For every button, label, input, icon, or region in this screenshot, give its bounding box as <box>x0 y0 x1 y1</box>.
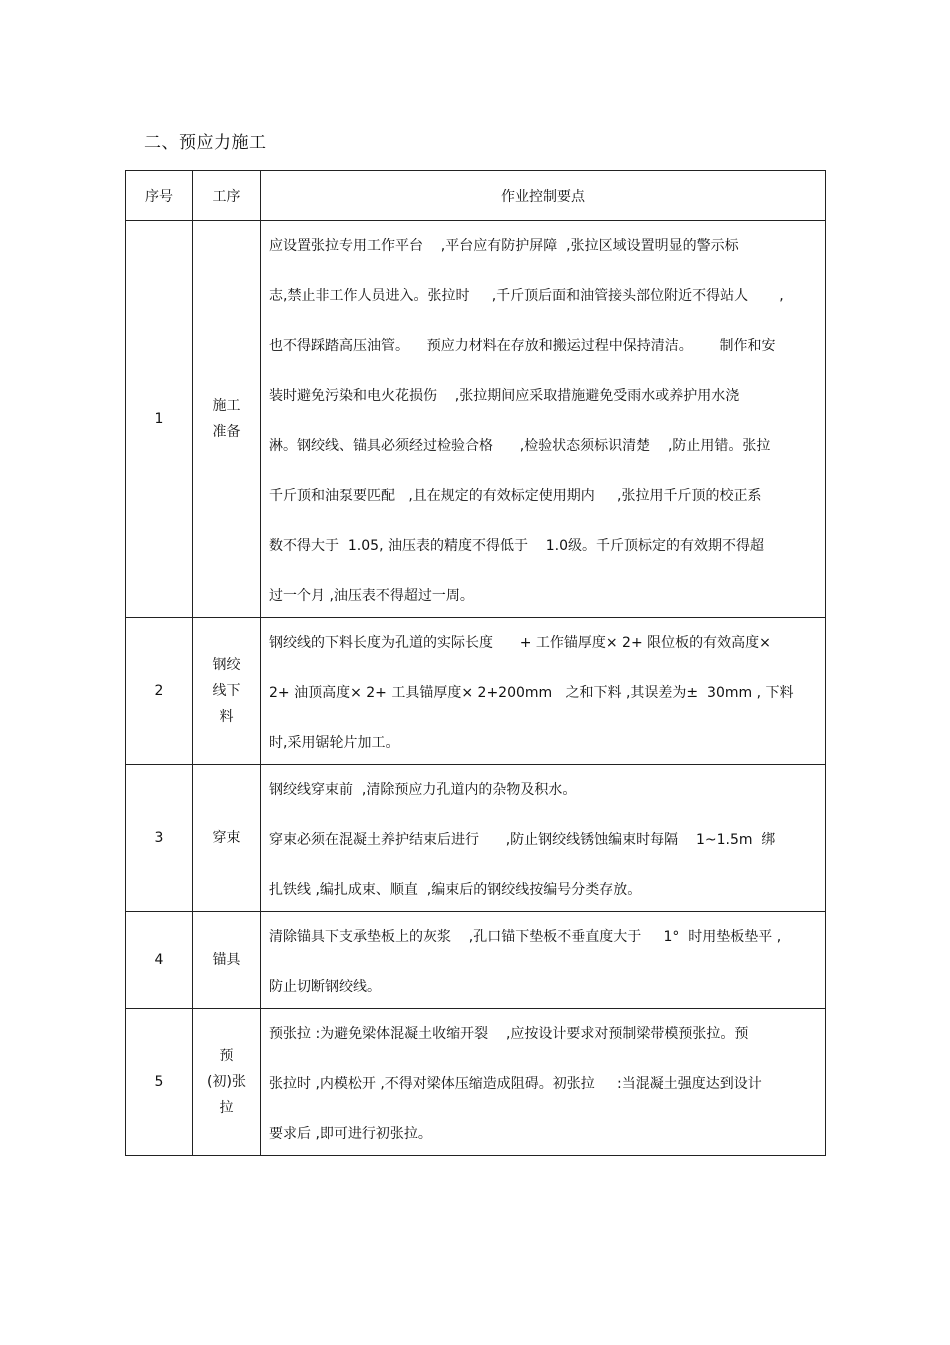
control-point-line: 时,采用锯轮片加工。 <box>269 735 400 751</box>
control-point-line: 淋。钢绞线、锚具必须经过检验合格 ,检验状态须标识清楚 ,防止用错。张拉 <box>269 438 771 454</box>
control-point-line: 穿束必须在混凝土养护结束后进行 ,防止钢绞线锈蚀编束时每隔 1~1.5m 绑 <box>269 832 776 848</box>
row-step-label: 预 (初)张拉 <box>207 1048 246 1116</box>
row-step-label: 钢绞线下料 <box>212 657 241 725</box>
table-row <box>126 221 826 618</box>
row-number: 3 <box>126 765 193 912</box>
row-step <box>193 221 261 618</box>
construction-control-table <box>125 170 826 1156</box>
control-point-line: 预张拉 :为避免梁体混凝土收缩开裂 ,应按设计要求对预制梁带模预张拉。预 <box>269 1026 749 1042</box>
table-row <box>126 1009 826 1156</box>
row-number: 4 <box>126 912 193 1009</box>
control-point-line: 数不得大于 1.05, 油压表的精度不得低于 1.0级。千斤顶标定的有效期不得超 <box>269 538 765 554</box>
header-points: 作业控制要点 <box>261 171 826 221</box>
control-point-line: 应设置张拉专用工作平台 ,平台应有防护屏障 ,张拉区域设置明显的警示标 <box>269 238 739 254</box>
row-step-label: 施工准备 <box>212 398 241 440</box>
control-point-line: 志,禁止非工作人员进入。张拉时 ,千斤顶后面和油管接头部位附近不得站人 , <box>269 288 784 304</box>
control-point-line: 钢绞线穿束前 ,清除预应力孔道内的杂物及积水。 <box>269 782 577 798</box>
section-title: 二、预应力施工 <box>144 133 267 153</box>
row-step <box>193 912 261 1009</box>
row-control-points <box>261 618 826 765</box>
row-control-points <box>261 912 826 1009</box>
table-row <box>126 912 826 1009</box>
row-step <box>193 765 261 912</box>
table-row <box>126 765 826 912</box>
row-number: 5 <box>126 1009 193 1156</box>
row-control-points <box>261 765 826 912</box>
control-point-line: 清除锚具下支承垫板上的灰浆 ,孔口锚下垫板不垂直度大于 1° 时用垫板垫平 , <box>269 929 782 945</box>
row-number: 1 <box>126 221 193 618</box>
control-point-line: 要求后 ,即可进行初张拉。 <box>269 1126 432 1142</box>
row-number: 2 <box>126 618 193 765</box>
control-point-line: 也不得踩踏高压油管。 预应力材料在存放和搬运过程中保持清洁。 制作和安 <box>269 338 776 354</box>
row-control-points <box>261 1009 826 1156</box>
control-point-line: 钢绞线的下料长度为孔道的实际长度 + 工作锚厚度× 2+ 限位板的有效高度× <box>269 635 771 651</box>
control-point-line: 装时避免污染和电火花损伤 ,张拉期间应采取措施避免受雨水或养护用水浇 <box>269 388 740 404</box>
row-step <box>193 1009 261 1156</box>
control-point-line: 2+ 油顶高度× 2+ 工具锚厚度× 2+200mm 之和下料 ,其误差为± 30mm , 下料 <box>269 685 794 701</box>
table-header-row <box>126 171 826 221</box>
row-step-label: 穿束 <box>212 830 241 846</box>
table-row <box>126 618 826 765</box>
control-point-line: 张拉时 ,内模松开 ,不得对梁体压缩造成阻碍。初张拉 :当混凝土强度达到设计 <box>269 1076 762 1092</box>
control-point-line: 千斤顶和油泵要匹配 ,且在规定的有效标定使用期内 ,张拉用千斤顶的校正系 <box>269 488 762 504</box>
header-step: 工序 <box>193 171 261 221</box>
header-no: 序号 <box>126 171 193 221</box>
control-point-line: 防止切断钢绞线。 <box>269 979 381 995</box>
row-control-points <box>261 221 826 618</box>
row-step-label: 锚具 <box>212 952 241 968</box>
row-step <box>193 618 261 765</box>
control-point-line: 扎铁线 ,编扎成束、顺直 ,编束后的钢绞线按编号分类存放。 <box>269 882 642 898</box>
control-point-line: 过一个月 ,油压表不得超过一周。 <box>269 588 474 604</box>
